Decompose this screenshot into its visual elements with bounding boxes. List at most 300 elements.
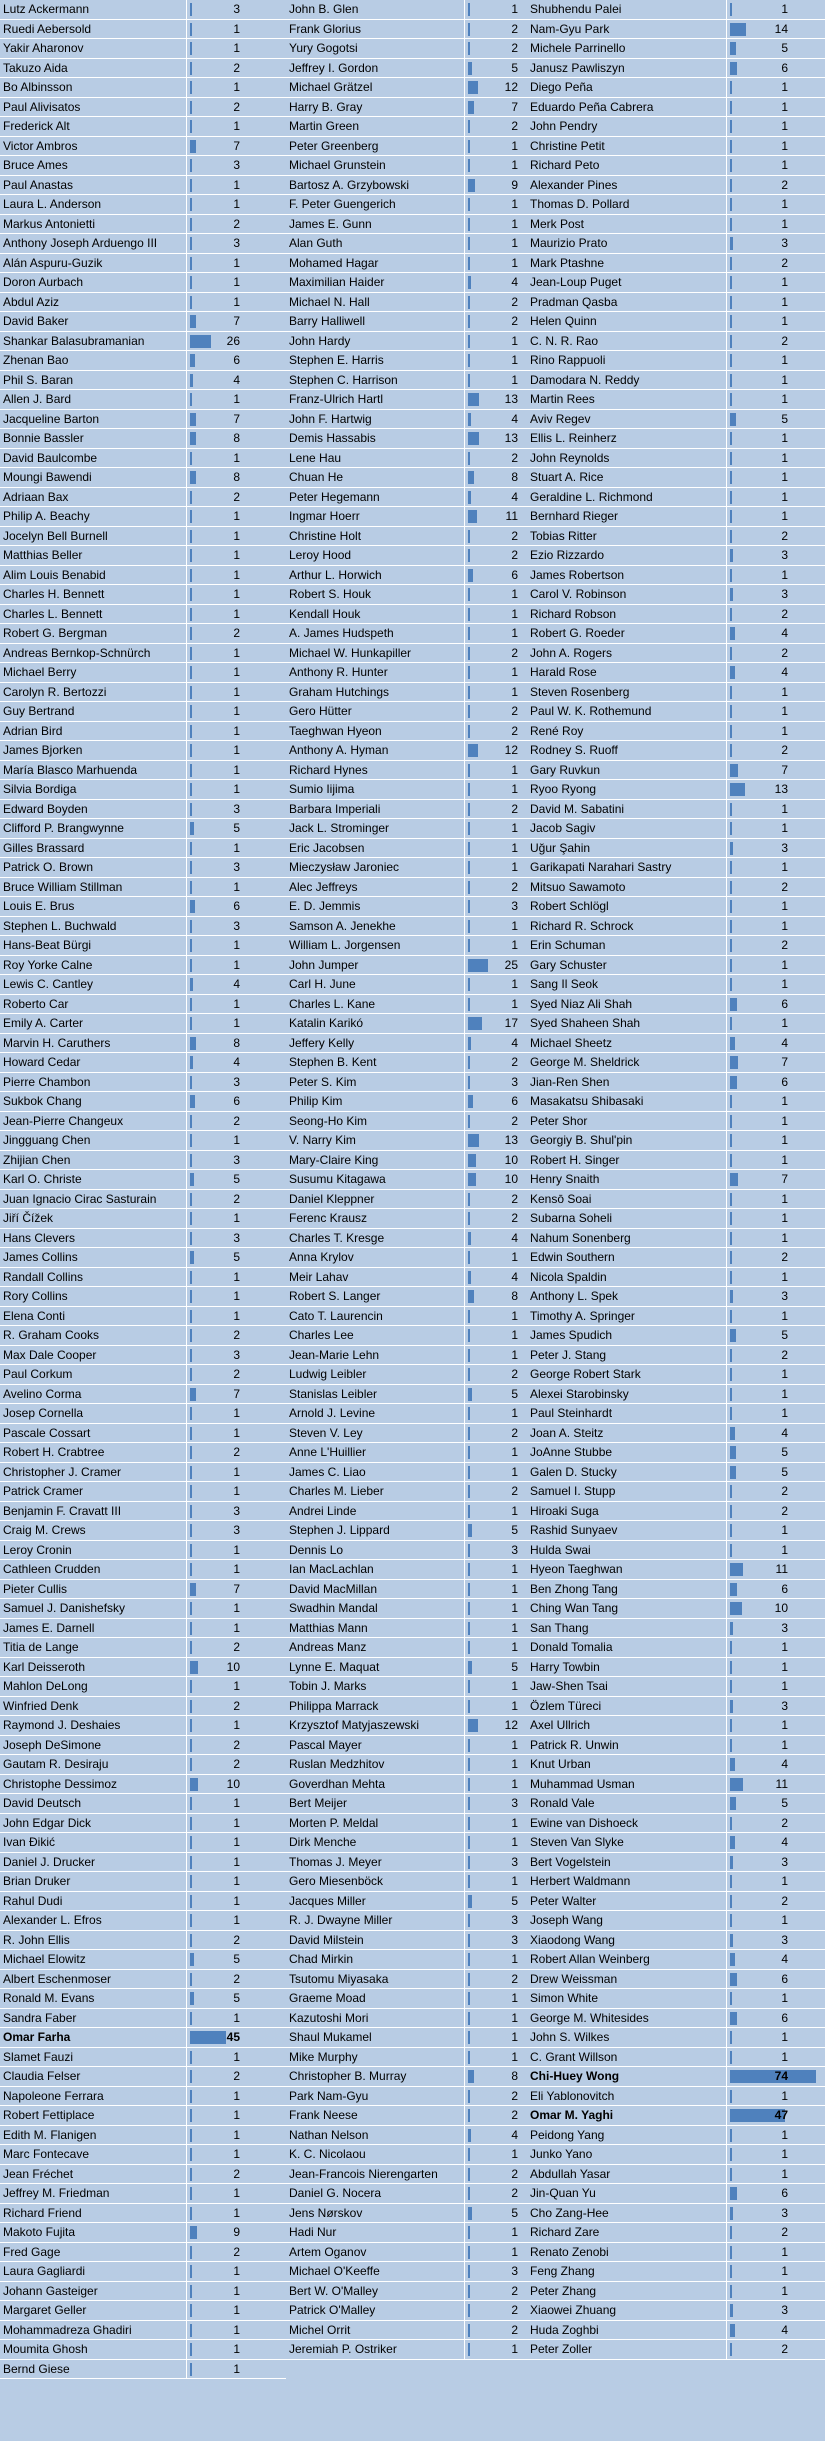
table-row[interactable]	[286, 1541, 527, 1561]
table-row[interactable]	[0, 215, 286, 235]
table-row[interactable]	[286, 2028, 527, 2048]
table-row[interactable]	[286, 371, 527, 391]
table-row[interactable]	[527, 1658, 825, 1678]
table-row[interactable]	[527, 644, 825, 664]
table-row[interactable]	[286, 644, 527, 664]
table-row[interactable]	[527, 585, 825, 605]
table-row[interactable]	[0, 2204, 286, 2224]
table-row[interactable]	[0, 176, 286, 196]
table-row[interactable]	[527, 1911, 825, 1931]
table-row[interactable]	[527, 1151, 825, 1171]
table-row[interactable]	[0, 683, 286, 703]
table-row[interactable]	[286, 2321, 527, 2341]
table-row[interactable]	[527, 1892, 825, 1912]
table-row[interactable]	[0, 156, 286, 176]
table-row[interactable]	[0, 2048, 286, 2068]
table-row[interactable]	[286, 2087, 527, 2107]
table-row[interactable]	[286, 1970, 527, 1990]
table-row[interactable]	[0, 858, 286, 878]
table-row[interactable]	[286, 839, 527, 859]
table-row[interactable]	[286, 722, 527, 742]
table-row[interactable]	[0, 1229, 286, 1249]
table-row[interactable]	[527, 332, 825, 352]
table-row[interactable]	[286, 1911, 527, 1931]
table-row[interactable]	[0, 1404, 286, 1424]
table-row[interactable]	[286, 1014, 527, 1034]
table-row[interactable]	[0, 936, 286, 956]
table-row[interactable]	[527, 878, 825, 898]
table-row[interactable]	[0, 312, 286, 332]
table-row[interactable]	[527, 761, 825, 781]
table-row[interactable]	[527, 1034, 825, 1054]
table-row[interactable]	[0, 1502, 286, 1522]
table-row[interactable]	[0, 1541, 286, 1561]
table-row[interactable]	[0, 117, 286, 137]
table-row[interactable]	[286, 2106, 527, 2126]
table-row[interactable]	[527, 527, 825, 547]
table-row[interactable]	[527, 2145, 825, 2165]
table-row[interactable]	[527, 1794, 825, 1814]
table-row[interactable]	[0, 2301, 286, 2321]
table-row[interactable]	[0, 741, 286, 761]
table-row[interactable]	[286, 2009, 527, 2029]
table-row[interactable]	[286, 1326, 527, 1346]
table-row[interactable]	[527, 1989, 825, 2009]
table-row[interactable]	[0, 2165, 286, 2185]
table-row[interactable]	[0, 351, 286, 371]
table-row[interactable]	[527, 2282, 825, 2302]
table-row[interactable]	[527, 1424, 825, 1444]
table-row[interactable]	[0, 293, 286, 313]
table-row[interactable]	[286, 1775, 527, 1795]
table-row[interactable]	[0, 371, 286, 391]
table-row[interactable]	[286, 1794, 527, 1814]
table-row[interactable]	[527, 975, 825, 995]
table-row[interactable]	[527, 1463, 825, 1483]
table-row[interactable]	[527, 936, 825, 956]
table-row[interactable]	[286, 1404, 527, 1424]
table-row[interactable]	[286, 449, 527, 469]
table-row[interactable]	[0, 20, 286, 40]
table-row[interactable]	[527, 293, 825, 313]
table-row[interactable]	[0, 390, 286, 410]
table-row[interactable]	[527, 624, 825, 644]
table-row[interactable]	[527, 1716, 825, 1736]
table-row[interactable]	[0, 234, 286, 254]
table-row[interactable]	[0, 897, 286, 917]
table-row[interactable]	[0, 254, 286, 274]
table-row[interactable]	[0, 1443, 286, 1463]
table-row[interactable]	[527, 956, 825, 976]
table-row[interactable]	[527, 195, 825, 215]
table-row[interactable]	[527, 2067, 825, 2087]
table-row[interactable]	[527, 2321, 825, 2341]
table-row[interactable]	[0, 195, 286, 215]
table-row[interactable]	[0, 800, 286, 820]
table-row[interactable]	[286, 254, 527, 274]
table-row[interactable]	[0, 663, 286, 683]
table-row[interactable]	[527, 1190, 825, 1210]
table-row[interactable]	[0, 78, 286, 98]
table-row[interactable]	[0, 1463, 286, 1483]
table-row[interactable]	[286, 2340, 527, 2360]
table-row[interactable]	[286, 2048, 527, 2068]
table-row[interactable]	[527, 1229, 825, 1249]
table-row[interactable]	[0, 1482, 286, 1502]
table-row[interactable]	[286, 1755, 527, 1775]
table-row[interactable]	[527, 780, 825, 800]
table-row[interactable]	[286, 2184, 527, 2204]
table-row[interactable]	[286, 429, 527, 449]
table-row[interactable]	[286, 410, 527, 430]
table-row[interactable]	[286, 1190, 527, 1210]
table-row[interactable]	[527, 1170, 825, 1190]
table-row[interactable]	[0, 1307, 286, 1327]
table-row[interactable]	[0, 585, 286, 605]
table-row[interactable]	[527, 2301, 825, 2321]
table-row[interactable]	[286, 1307, 527, 1327]
table-row[interactable]	[527, 1443, 825, 1463]
table-row[interactable]	[286, 1697, 527, 1717]
table-row[interactable]	[527, 1833, 825, 1853]
table-row[interactable]	[0, 975, 286, 995]
table-row[interactable]	[527, 1131, 825, 1151]
table-row[interactable]	[286, 20, 527, 40]
table-row[interactable]	[527, 741, 825, 761]
table-row[interactable]	[527, 819, 825, 839]
table-row[interactable]	[286, 878, 527, 898]
table-row[interactable]	[0, 2067, 286, 2087]
table-row[interactable]	[527, 0, 825, 20]
table-row[interactable]	[286, 468, 527, 488]
table-row[interactable]	[0, 2184, 286, 2204]
table-row[interactable]	[527, 507, 825, 527]
table-row[interactable]	[286, 1560, 527, 1580]
table-row[interactable]	[527, 1053, 825, 1073]
table-row[interactable]	[286, 1658, 527, 1678]
table-row[interactable]	[286, 702, 527, 722]
table-row[interactable]	[0, 1190, 286, 1210]
table-row[interactable]	[527, 20, 825, 40]
table-row[interactable]	[286, 780, 527, 800]
table-row[interactable]	[286, 195, 527, 215]
table-row[interactable]	[527, 351, 825, 371]
table-row[interactable]	[0, 1170, 286, 1190]
table-row[interactable]	[286, 2126, 527, 2146]
table-row[interactable]	[286, 1833, 527, 1853]
table-row[interactable]	[0, 1287, 286, 1307]
table-row[interactable]	[0, 1424, 286, 1444]
table-row[interactable]	[527, 995, 825, 1015]
table-row[interactable]	[286, 858, 527, 878]
table-row[interactable]	[0, 2145, 286, 2165]
table-row[interactable]	[0, 1034, 286, 1054]
table-row[interactable]	[286, 1229, 527, 1249]
table-row[interactable]	[286, 1580, 527, 1600]
table-row[interactable]	[527, 410, 825, 430]
table-row[interactable]	[0, 429, 286, 449]
table-row[interactable]	[0, 624, 286, 644]
table-row[interactable]	[0, 1677, 286, 1697]
table-row[interactable]	[0, 1736, 286, 1756]
table-row[interactable]	[527, 917, 825, 937]
table-row[interactable]	[286, 1131, 527, 1151]
table-row[interactable]	[286, 624, 527, 644]
table-row[interactable]	[527, 78, 825, 98]
table-row[interactable]	[0, 1521, 286, 1541]
table-row[interactable]	[0, 1014, 286, 1034]
table-row[interactable]	[286, 1463, 527, 1483]
table-row[interactable]	[286, 98, 527, 118]
table-row[interactable]	[527, 98, 825, 118]
table-row[interactable]	[527, 858, 825, 878]
table-row[interactable]	[527, 1560, 825, 1580]
table-row[interactable]	[0, 1911, 286, 1931]
table-row[interactable]	[527, 2340, 825, 2360]
table-row[interactable]	[286, 1073, 527, 1093]
table-row[interactable]	[527, 2243, 825, 2263]
table-row[interactable]	[527, 1599, 825, 1619]
table-row[interactable]	[286, 566, 527, 586]
table-row[interactable]	[0, 2360, 286, 2380]
table-row[interactable]	[286, 1385, 527, 1405]
table-row[interactable]	[527, 1677, 825, 1697]
table-row[interactable]	[527, 312, 825, 332]
table-row[interactable]	[527, 390, 825, 410]
table-row[interactable]	[286, 351, 527, 371]
table-row[interactable]	[0, 1716, 286, 1736]
table-row[interactable]	[527, 2223, 825, 2243]
table-row[interactable]	[0, 722, 286, 742]
table-row[interactable]	[286, 1170, 527, 1190]
table-row[interactable]	[0, 2262, 286, 2282]
table-row[interactable]	[286, 1872, 527, 1892]
table-row[interactable]	[0, 1092, 286, 1112]
table-row[interactable]	[527, 254, 825, 274]
table-row[interactable]	[0, 1599, 286, 1619]
table-row[interactable]	[0, 1248, 286, 1268]
table-row[interactable]	[527, 566, 825, 586]
table-row[interactable]	[527, 1014, 825, 1034]
table-row[interactable]	[527, 1307, 825, 1327]
table-row[interactable]	[527, 1482, 825, 1502]
table-row[interactable]	[286, 1365, 527, 1385]
table-row[interactable]	[286, 1814, 527, 1834]
table-row[interactable]	[527, 839, 825, 859]
table-row[interactable]	[0, 995, 286, 1015]
table-row[interactable]	[527, 1950, 825, 1970]
table-row[interactable]	[0, 1268, 286, 1288]
table-row[interactable]	[527, 234, 825, 254]
table-row[interactable]	[527, 215, 825, 235]
table-row[interactable]	[286, 1268, 527, 1288]
table-row[interactable]	[286, 819, 527, 839]
table-row[interactable]	[527, 1502, 825, 1522]
table-row[interactable]	[0, 507, 286, 527]
table-row[interactable]	[286, 663, 527, 683]
table-row[interactable]	[0, 1853, 286, 1873]
table-row[interactable]	[286, 936, 527, 956]
table-row[interactable]	[527, 137, 825, 157]
table-row[interactable]	[286, 1092, 527, 1112]
table-row[interactable]	[0, 1560, 286, 1580]
table-row[interactable]	[0, 2223, 286, 2243]
table-row[interactable]	[0, 1385, 286, 1405]
table-row[interactable]	[527, 273, 825, 293]
table-row[interactable]	[286, 2204, 527, 2224]
table-row[interactable]	[0, 546, 286, 566]
table-row[interactable]	[0, 1638, 286, 1658]
table-row[interactable]	[527, 1970, 825, 1990]
table-row[interactable]	[527, 1365, 825, 1385]
table-row[interactable]	[286, 2145, 527, 2165]
table-row[interactable]	[286, 527, 527, 547]
table-row[interactable]	[286, 1112, 527, 1132]
table-row[interactable]	[286, 78, 527, 98]
table-row[interactable]	[0, 1053, 286, 1073]
table-row[interactable]	[286, 1502, 527, 1522]
table-row[interactable]	[0, 1131, 286, 1151]
table-row[interactable]	[527, 117, 825, 137]
table-row[interactable]	[0, 2243, 286, 2263]
table-row[interactable]	[0, 137, 286, 157]
table-row[interactable]	[0, 917, 286, 937]
table-row[interactable]	[527, 722, 825, 742]
table-row[interactable]	[0, 1365, 286, 1385]
table-row[interactable]	[286, 917, 527, 937]
table-row[interactable]	[0, 1931, 286, 1951]
table-row[interactable]	[527, 1872, 825, 1892]
table-row[interactable]	[0, 1346, 286, 1366]
table-row[interactable]	[286, 117, 527, 137]
table-row[interactable]	[286, 761, 527, 781]
table-row[interactable]	[0, 1950, 286, 1970]
table-row[interactable]	[527, 1580, 825, 1600]
table-row[interactable]	[286, 176, 527, 196]
table-row[interactable]	[0, 2106, 286, 2126]
table-row[interactable]	[286, 1892, 527, 1912]
table-row[interactable]	[527, 1209, 825, 1229]
table-row[interactable]	[527, 683, 825, 703]
table-row[interactable]	[527, 1385, 825, 1405]
table-row[interactable]	[286, 1736, 527, 1756]
table-row[interactable]	[286, 1151, 527, 1171]
table-row[interactable]	[0, 1814, 286, 1834]
table-row[interactable]	[286, 683, 527, 703]
table-row[interactable]	[286, 293, 527, 313]
table-row[interactable]	[0, 839, 286, 859]
table-row[interactable]	[0, 1112, 286, 1132]
table-row[interactable]	[527, 1931, 825, 1951]
table-row[interactable]	[0, 2028, 286, 2048]
table-row[interactable]	[286, 546, 527, 566]
table-row[interactable]	[527, 59, 825, 79]
table-row[interactable]	[527, 1775, 825, 1795]
table-row[interactable]	[527, 468, 825, 488]
table-row[interactable]	[286, 332, 527, 352]
table-row[interactable]	[0, 644, 286, 664]
table-row[interactable]	[0, 1209, 286, 1229]
table-row[interactable]	[0, 2340, 286, 2360]
table-row[interactable]	[0, 1989, 286, 2009]
table-row[interactable]	[286, 2223, 527, 2243]
table-row[interactable]	[286, 1638, 527, 1658]
table-row[interactable]	[0, 1833, 286, 1853]
table-row[interactable]	[0, 2009, 286, 2029]
table-row[interactable]	[0, 702, 286, 722]
table-row[interactable]	[0, 332, 286, 352]
table-row[interactable]	[527, 1853, 825, 1873]
table-row[interactable]	[0, 98, 286, 118]
table-row[interactable]	[286, 1248, 527, 1268]
table-row[interactable]	[527, 2048, 825, 2068]
table-row[interactable]	[0, 878, 286, 898]
table-row[interactable]	[286, 897, 527, 917]
table-row[interactable]	[286, 585, 527, 605]
table-row[interactable]	[286, 0, 527, 20]
table-row[interactable]	[0, 39, 286, 59]
table-row[interactable]	[0, 410, 286, 430]
table-row[interactable]	[527, 702, 825, 722]
table-row[interactable]	[286, 1599, 527, 1619]
table-row[interactable]	[0, 468, 286, 488]
table-row[interactable]	[0, 761, 286, 781]
table-row[interactable]	[286, 1346, 527, 1366]
table-row[interactable]	[0, 780, 286, 800]
table-row[interactable]	[0, 605, 286, 625]
table-row[interactable]	[527, 2165, 825, 2185]
table-row[interactable]	[286, 2165, 527, 2185]
table-row[interactable]	[0, 1794, 286, 1814]
table-row[interactable]	[527, 1092, 825, 1112]
table-row[interactable]	[527, 488, 825, 508]
table-row[interactable]	[0, 1619, 286, 1639]
table-row[interactable]	[286, 312, 527, 332]
table-row[interactable]	[0, 2087, 286, 2107]
table-row[interactable]	[527, 1541, 825, 1561]
table-row[interactable]	[527, 39, 825, 59]
table-row[interactable]	[0, 819, 286, 839]
table-row[interactable]	[286, 800, 527, 820]
table-row[interactable]	[527, 663, 825, 683]
table-row[interactable]	[0, 1151, 286, 1171]
table-row[interactable]	[286, 488, 527, 508]
table-row[interactable]	[0, 0, 286, 20]
table-row[interactable]	[0, 449, 286, 469]
table-row[interactable]	[527, 1404, 825, 1424]
table-row[interactable]	[527, 1346, 825, 1366]
table-row[interactable]	[286, 1424, 527, 1444]
table-row[interactable]	[527, 176, 825, 196]
table-row[interactable]	[527, 1736, 825, 1756]
table-row[interactable]	[0, 1892, 286, 1912]
table-row[interactable]	[286, 234, 527, 254]
table-row[interactable]	[527, 2262, 825, 2282]
table-row[interactable]	[286, 1034, 527, 1054]
table-row[interactable]	[286, 507, 527, 527]
table-row[interactable]	[286, 39, 527, 59]
table-row[interactable]	[527, 2126, 825, 2146]
table-row[interactable]	[286, 2301, 527, 2321]
table-row[interactable]	[0, 2282, 286, 2302]
table-row[interactable]	[527, 2106, 825, 2126]
table-row[interactable]	[0, 1073, 286, 1093]
table-row[interactable]	[527, 1755, 825, 1775]
table-row[interactable]	[527, 1326, 825, 1346]
table-row[interactable]	[0, 1775, 286, 1795]
table-row[interactable]	[527, 2087, 825, 2107]
table-row[interactable]	[286, 1443, 527, 1463]
